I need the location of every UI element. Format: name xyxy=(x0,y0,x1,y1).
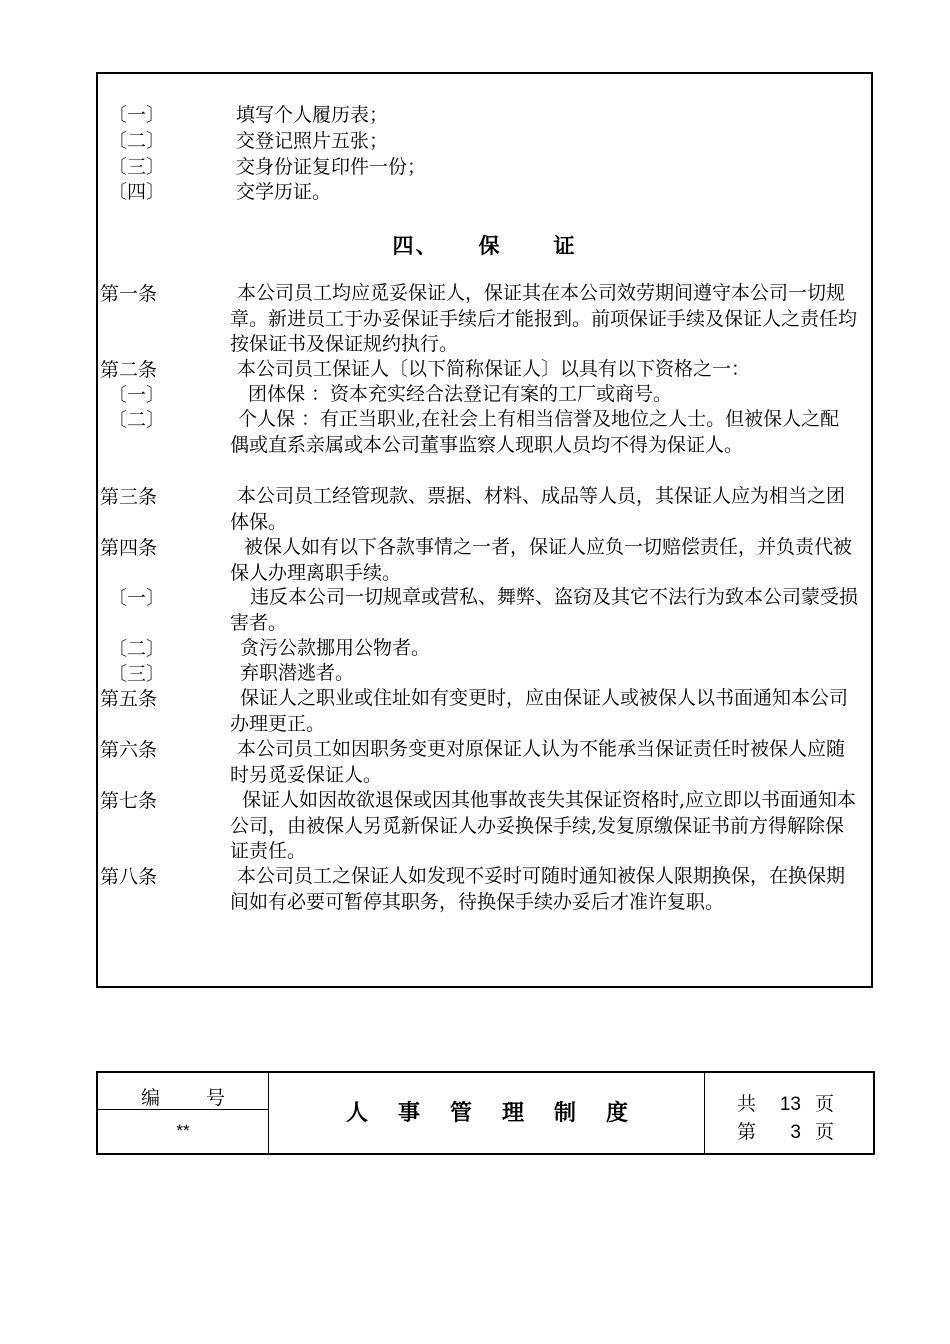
article-label: 第七条 xyxy=(100,790,158,812)
current-word: 第 xyxy=(737,1121,757,1143)
clause-label: 〔二〕 xyxy=(108,638,166,660)
list-text: 交身份证复印件一份； xyxy=(236,156,427,178)
clause-label: 〔二〕 xyxy=(108,409,166,431)
article-label: 第八条 xyxy=(100,866,158,888)
clause-text: 个人保 ：有正当职业,在社会上有相当信誉及地位之人士。但被保人之配偶或直系亲属或本公司董事监察人现职人员均不得为保证人。 xyxy=(230,408,840,456)
clause-label: 〔一〕 xyxy=(108,587,166,609)
page-word: 页 xyxy=(815,1093,835,1115)
footer-page-cell xyxy=(704,1073,876,1153)
article-text: 本公司员工经管现款、票据、材料、成品等人员，其保证人应为相当之团体保。 xyxy=(230,485,846,533)
clause-text: 弃职潜逃者。 xyxy=(240,662,355,684)
article-text: 保证人如因故欲退保或因其他事故丧失其保证资格时,应立即以书面通知本公司，由被保人另觅新保证人办妥换保手续,发复原缴保证书前方得解除保证责任。 xyxy=(230,789,857,862)
section-number: 四、 xyxy=(392,233,439,258)
doc-title: 人事管理制度 xyxy=(345,1100,658,1126)
list-text: 交登记照片五张； xyxy=(236,130,389,152)
article-text: 本公司员工如因职务变更对原保证人认为不能承当保证责任时被保人应随时另觅妥保证人。 xyxy=(230,738,846,786)
page-word: 页 xyxy=(815,1121,835,1143)
article-text: 保证人之职业或住址如有变更时，应由保证人或被保人以书面通知本公司办理更正。 xyxy=(230,687,849,735)
list-text: 填写个人履历表； xyxy=(236,104,389,126)
article-text: 被保人如有以下各款事情之一者，保证人应负一切赔偿责任，并负责代被保人办理离职手续。 xyxy=(230,536,853,584)
list-label: 〔一〕 xyxy=(108,104,166,126)
current-page: 3 xyxy=(790,1122,801,1143)
footer-table xyxy=(96,1071,875,1155)
article-label: 第三条 xyxy=(100,486,158,508)
list-label: 〔四〕 xyxy=(108,181,166,203)
list-text: 交学历证。 xyxy=(236,181,332,203)
document-body xyxy=(96,72,873,988)
code-label: 编 号 xyxy=(140,1087,226,1109)
article-text: 本公司员工均应觅妥保证人，保证其在本公司效劳期间遵守本公司一切规章。新进员工于办妥保证手续后才能报到。前项保证手续及保证人之责任均按保证书及保证规约执行。 xyxy=(230,282,858,355)
article-text: 本公司员工保证人〔以下简称保证人〕以具有以下资格之一： xyxy=(237,358,751,380)
list-label: 〔三〕 xyxy=(108,156,166,178)
total-word: 共 xyxy=(737,1093,757,1115)
clause-label: 〔一〕 xyxy=(108,384,166,406)
clause-text: 贪污公款挪用公物者。 xyxy=(240,637,431,659)
article-label: 第二条 xyxy=(100,359,158,381)
code-value: ** xyxy=(176,1121,190,1140)
article-label: 第四条 xyxy=(100,537,158,559)
section-title xyxy=(98,230,871,260)
section-char: 保 xyxy=(478,233,502,258)
clause-label: 〔三〕 xyxy=(108,663,166,685)
list-label: 〔二〕 xyxy=(108,130,166,152)
current-page-line xyxy=(737,1117,837,1144)
total-pages: 13 xyxy=(779,1094,801,1115)
clause-text: 违反本公司一切规章或营私、舞弊、盗窃及其它不法行为致本公司蒙受损害者。 xyxy=(230,586,859,634)
divider xyxy=(98,1109,268,1110)
footer-code-cell xyxy=(98,1073,269,1153)
article-label: 第五条 xyxy=(100,688,158,710)
section-char: 证 xyxy=(553,233,577,258)
clause-text: 团体保 ：资本充实经合法登记有案的工厂或商号。 xyxy=(248,383,673,405)
total-pages-line xyxy=(737,1089,837,1116)
article-label: 第一条 xyxy=(100,283,158,305)
article-text: 本公司员工之保证人如发现不妥时可随时通知被保人限期换保，在换保期间如有必要可暂停其职务，待换保手续办妥后才准许复职。 xyxy=(230,865,846,913)
article-label: 第六条 xyxy=(100,739,158,761)
